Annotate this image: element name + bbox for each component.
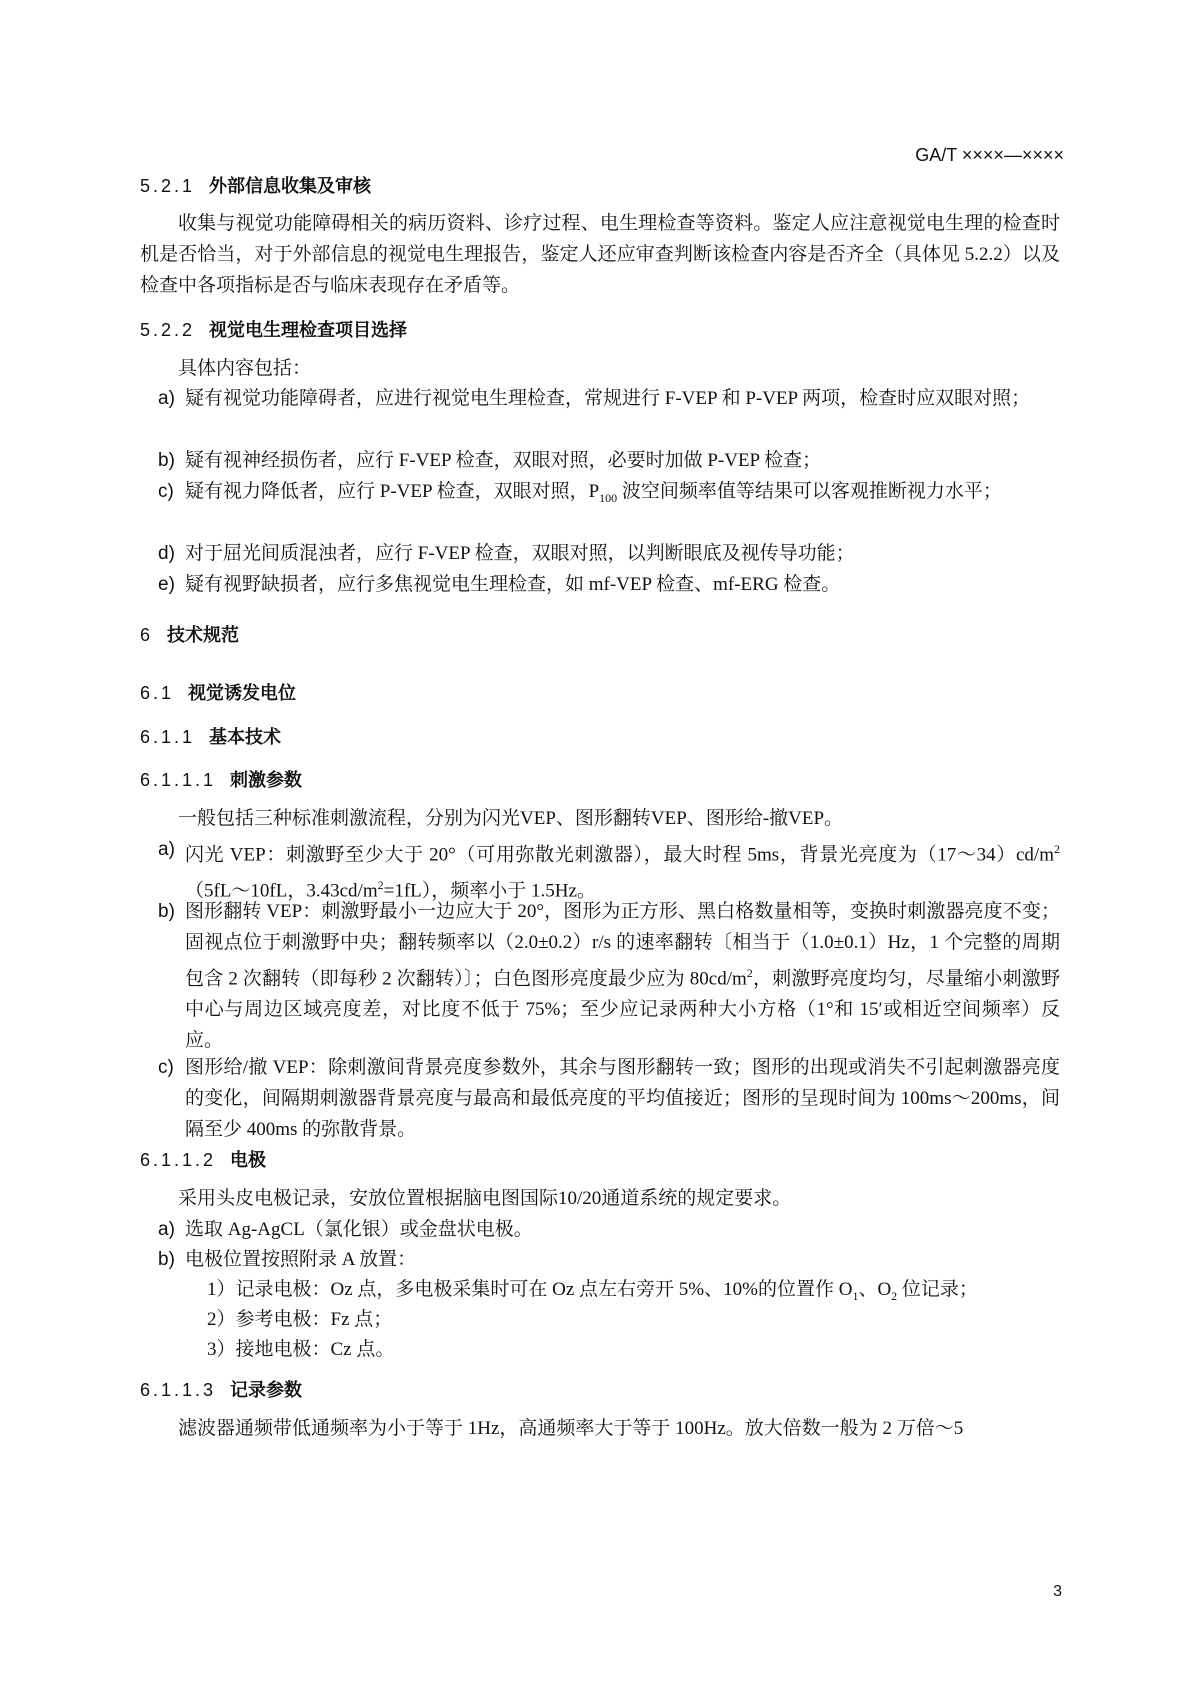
section-title: 视觉电生理检查项目选择 [209,320,408,341]
sub-list-item: 2）参考电极：Fz 点； [207,1309,393,1330]
section-title: 基本技术 [209,727,282,748]
list-text: 疑有视野缺损者，应行多焦视觉电生理检查，如 mf-VEP 检查、mf-ERG 检查。 [185,574,841,595]
list-item [158,1244,1060,1275]
list-marker: d) [158,543,175,564]
sub-list-item: 3）接地电极：Cz 点。 [207,1339,395,1360]
list-item [158,538,1060,569]
list-text: 对于屈光间质混浊者，应行 F-VEP 检查，双眼对照，以判断眼底及视传导功能； [185,543,855,564]
list-text: 、O [858,1279,892,1300]
list-item [158,569,1060,600]
list-marker: b) [158,901,175,922]
paragraph-intro: 具体内容包括： [178,358,312,379]
section-title: 刺激参数 [230,770,303,791]
list-item [158,476,1060,514]
heading-6-1-1-1 [140,766,302,792]
list-text: 波空间频率值等结果可以客观推断视力水平； [617,481,1002,502]
list-text: 1）记录电极：Oz 点，多电极采集时可在 Oz 点左右旁开 5%、10%的位置作 O [207,1279,853,1300]
superscript: 2 [377,878,384,893]
list-text: 闪光 VEP：刺激野至少大于 20°（可用弥散光刺激器），最大时程 5ms，背景光亮度为（17～34）cd/m [185,844,1054,866]
list-text: 疑有视神经损伤者，应行 F-VEP 检查，双眼对照，必要时加做 P-VEP 检查； [185,450,822,471]
heading-6-1-1-2 [140,1146,266,1172]
list-marker: a) [158,839,175,860]
list-text: （5fL～10fL，3.43cd/m [185,880,378,902]
section-number: 5.2.1 [140,176,196,196]
section-title: 电极 [230,1150,267,1171]
heading-5-2-2 [140,316,407,342]
superscript: 2 [1054,842,1060,856]
heading-6-1-1-3 [140,1376,302,1402]
list-marker: a) [158,1219,175,1240]
subscript: 100 [599,490,618,505]
section-number: 6.1.1.3 [140,1380,217,1400]
list-marker: e) [158,574,175,595]
heading-6 [140,621,239,647]
standard-code: GA/T ××××—×××× [915,145,1064,165]
section-number: 6.1.1 [140,727,196,747]
list-text: 选取 Ag-AgCL（氯化银）或金盘状电极。 [185,1219,533,1240]
subscript: 2 [891,1288,898,1303]
section-number: 6.1.1.1 [140,770,217,790]
section-title: 记录参数 [230,1380,303,1401]
superscript: 2 [746,966,753,980]
list-item [158,1214,1060,1245]
list-marker: b) [158,1249,175,1270]
paragraph-intro: 采用头皮电极记录，安放位置根据脑电图国际10/20通道系统的规定要求。 [178,1188,792,1209]
list-text: ，刺激野亮度均匀，尽量缩小刺激野中心与周边区域亮度差，对比度不低于 75%；至少应记录两种大小方格（1°和 15′或相近空间频率）反应。 [185,968,1060,1052]
section-number: 5.2.2 [140,320,196,340]
section-number: 6 [140,625,154,645]
list-item [158,383,1060,414]
list-marker: c) [158,481,174,502]
paragraph-6-1-1-3: 滤波器通频带低通频率为小于等于 1Hz，高通频率大于等于 100Hz。放大倍数一般为 2 万倍～5 [178,1418,964,1439]
list-item [158,1052,1060,1145]
list-text: =1fL），频率小于 1.5Hz。 [383,880,596,902]
list-text: 疑有视觉功能障碍者，应进行视觉电生理检查，常规进行 F-VEP 和 P-VEP 两项，检查时应双眼对照； [185,388,1031,409]
paragraph-intro: 一般包括三种标准刺激流程，分别为闪光VEP、图形翻转VEP、图形给-撤VEP。 [178,808,844,829]
list-text: 图形给/撤 VEP：除刺激间背景亮度参数外，其余与图形翻转一致；图形的出现或消失不引起刺激器亮度的变化，间隔期刺激器背景亮度与最高和最低亮度的平均值接近；图形的呈现时间为 100ms～200ms，间隔至少 400ms 的弥散背景。 [185,1057,1060,1140]
heading-6-1-1 [140,723,281,749]
list-item [158,445,1060,476]
list-item [158,896,1060,1056]
list-text: 疑有视力降低者，应行 P-VEP 检查，双眼对照，P [185,481,600,502]
heading-5-2-1 [140,172,371,198]
section-number: 6.1.1.2 [140,1150,217,1170]
list-marker: b) [158,450,175,471]
section-title: 技术规范 [167,625,240,646]
list-text: 位记录； [897,1279,978,1300]
list-text: 电极位置按照附录 A 放置： [185,1249,417,1270]
page-number: 3 [1053,1583,1062,1600]
section-title: 视觉诱发电位 [188,683,297,704]
list-text: 图形翻转 VEP：刺激野最小一边应大于 20°，图形为正方形、黑白格数量相等，变换时刺激器亮度不变；固视点位于刺激野中央；翻转频率以（2.0±0.2）r/s 的速率翻转〔相当于（1.0±0.1）Hz，1 个完整的周期包含 2 次翻转（即每秒 2 次翻转）〕；白色图形亮度最少应为 80cd/m [185,901,1060,990]
section-title: 外部信息收集及审核 [209,176,372,197]
subscript: 1 [852,1288,859,1303]
list-marker: c) [158,1057,174,1078]
heading-6-1 [140,679,296,705]
list-marker: a) [158,388,175,409]
paragraph-5-2-1: 收集与视觉功能障碍相关的病历资料、诊疗过程、电生理检查等资料。鉴定人应注意视觉电生理的检查时机是否恰当，对于外部信息的视觉电生理报告，鉴定人还应审查判断该检查内容是否齐全（具体见 5.2.2）以及检查中各项指标是否与临床表现存在矛盾等。 [140,213,1060,296]
section-number: 6.1 [140,683,175,703]
